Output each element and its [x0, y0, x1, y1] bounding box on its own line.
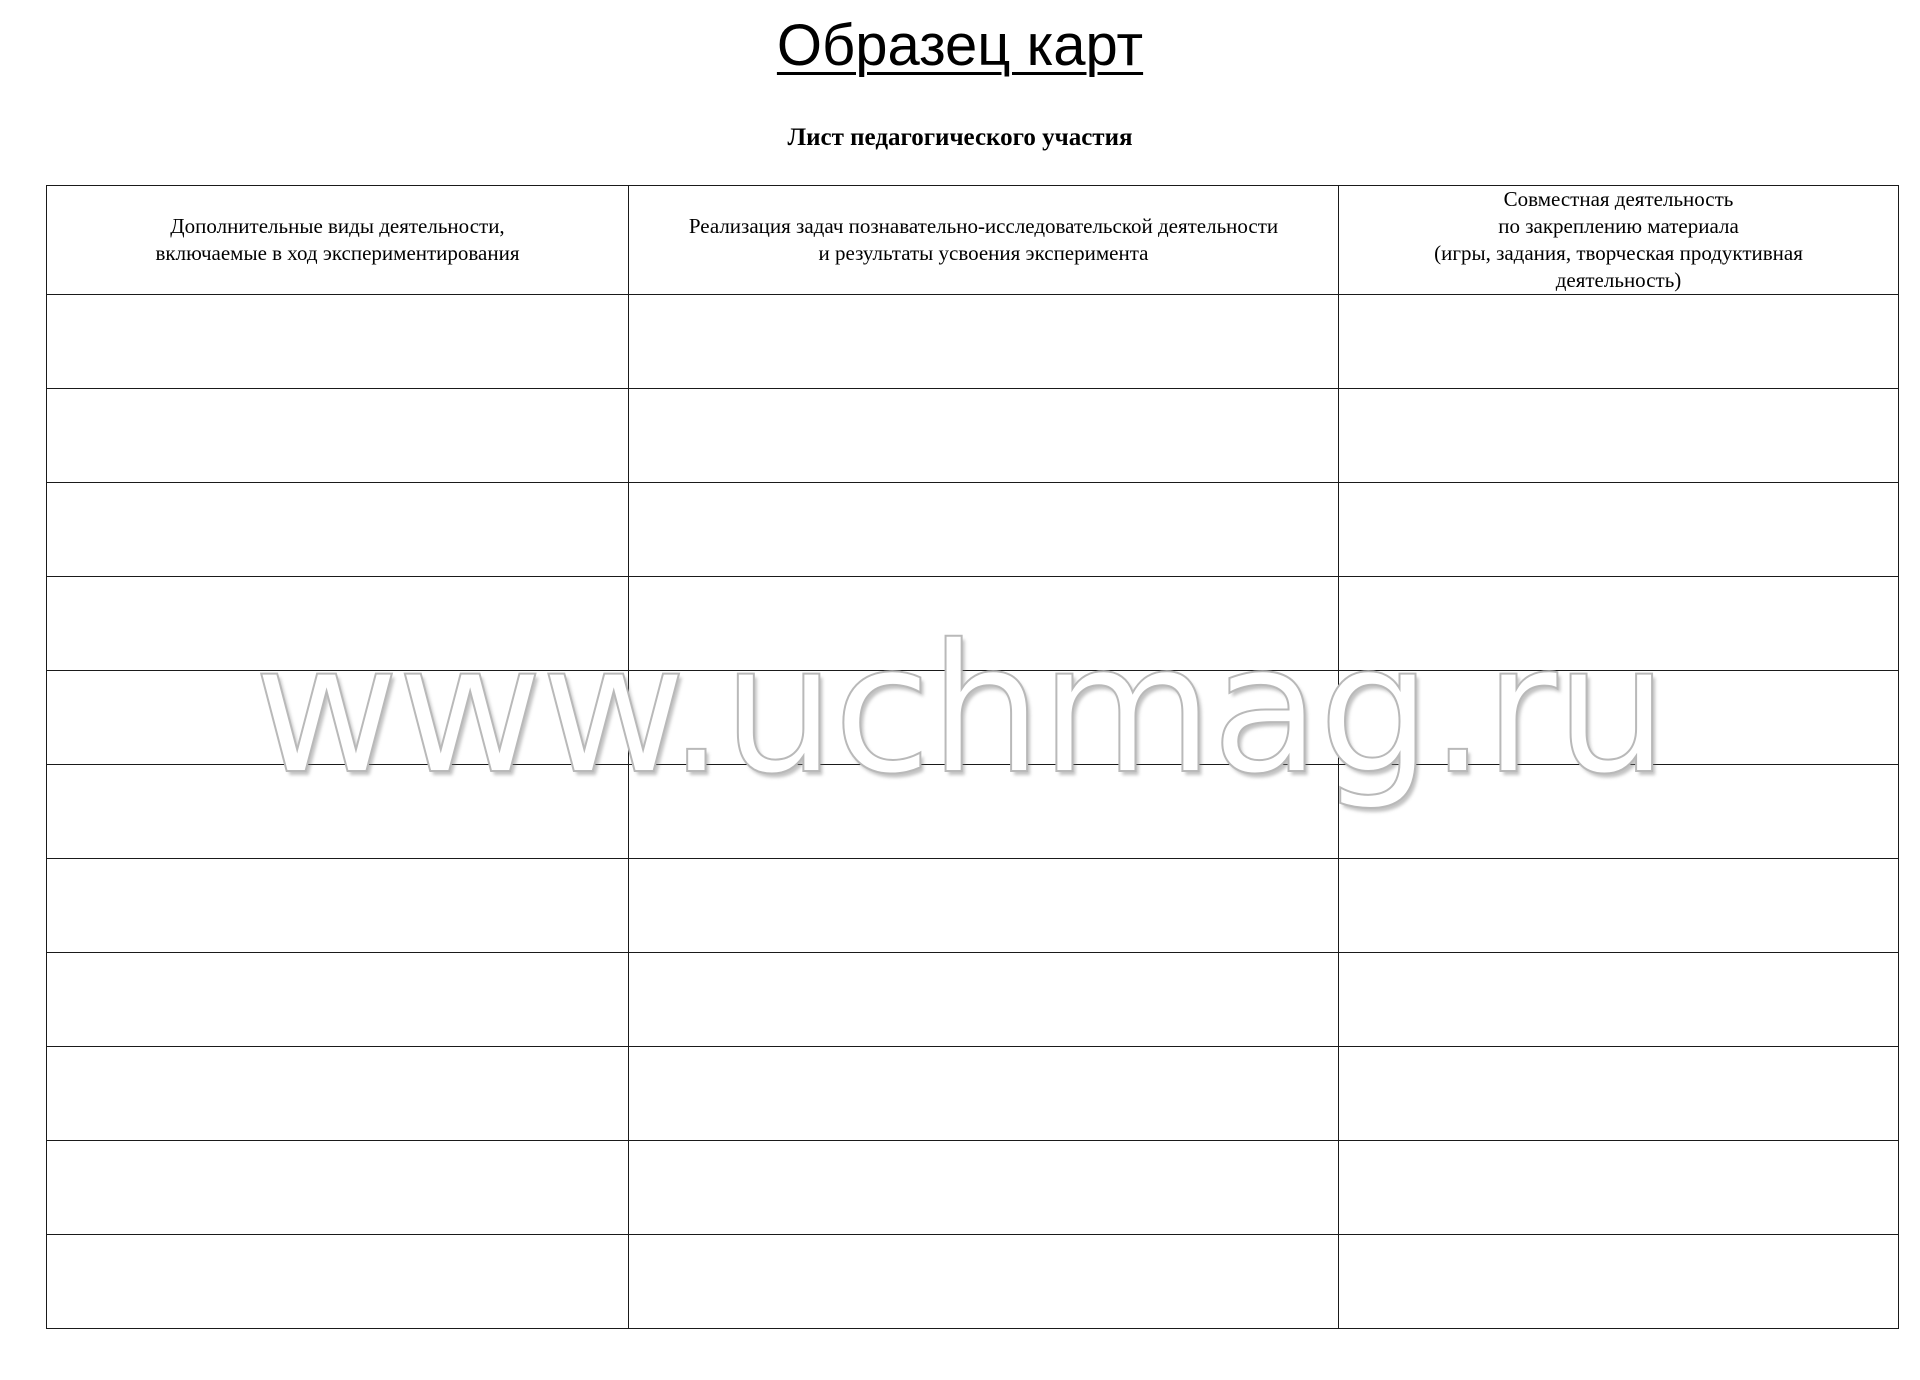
table-cell[interactable]	[1339, 953, 1899, 1047]
table-cell[interactable]	[629, 1235, 1339, 1329]
table-cell[interactable]	[629, 389, 1339, 483]
table-header-row	[47, 186, 1899, 295]
table-cell[interactable]	[1339, 1047, 1899, 1141]
table-cell[interactable]	[1339, 1235, 1899, 1329]
table-cell[interactable]	[1339, 389, 1899, 483]
table-cell[interactable]	[629, 953, 1339, 1047]
table-row	[47, 1235, 1899, 1329]
table-row	[47, 1047, 1899, 1141]
page-title	[0, 6, 1920, 86]
table-cell[interactable]	[47, 953, 629, 1047]
table-row	[47, 389, 1899, 483]
table-row	[47, 577, 1899, 671]
table-cell[interactable]	[629, 483, 1339, 577]
table-cell[interactable]	[1339, 765, 1899, 859]
table-cell[interactable]	[47, 671, 629, 765]
table-cell[interactable]	[47, 483, 629, 577]
table-row	[47, 483, 1899, 577]
column-header-joint-activity: Совместная деятельность по закреплению материала (игры, задания, творческая продуктивная деятельность)	[1339, 186, 1899, 295]
table-cell[interactable]	[47, 859, 629, 953]
table-row	[47, 1141, 1899, 1235]
table-row	[47, 953, 1899, 1047]
table-cell[interactable]	[629, 859, 1339, 953]
table-cell[interactable]	[629, 671, 1339, 765]
table-row	[47, 671, 1899, 765]
table-cell[interactable]	[47, 295, 629, 389]
table-row	[47, 859, 1899, 953]
table-cell[interactable]	[47, 389, 629, 483]
table-cell[interactable]	[629, 577, 1339, 671]
table-cell[interactable]	[1339, 859, 1899, 953]
table-cell[interactable]	[47, 1235, 629, 1329]
sheet-subtitle: Лист педагогического участия	[787, 124, 1133, 151]
table-cell[interactable]	[47, 765, 629, 859]
table-cell[interactable]	[629, 765, 1339, 859]
table-cell[interactable]	[47, 577, 629, 671]
table-row	[47, 295, 1899, 389]
table-cell[interactable]	[629, 1047, 1339, 1141]
table-body	[47, 295, 1899, 1329]
column-header-additional-activities: Дополнительные виды деятельности, включаемые в ход экспериментирования	[47, 186, 629, 295]
column-header-task-implementation: Реализация задач познавательно-исследовательской деятельности и результаты усвоения эксперимента	[629, 186, 1339, 295]
table-cell[interactable]	[629, 295, 1339, 389]
table-cell[interactable]	[1339, 671, 1899, 765]
table-row	[47, 765, 1899, 859]
table-cell[interactable]	[47, 1047, 629, 1141]
table-cell[interactable]	[1339, 483, 1899, 577]
participation-table	[46, 185, 1899, 1329]
table-cell[interactable]	[629, 1141, 1339, 1235]
watermark: www.uchmag.ru	[253, 606, 1667, 813]
page-title-text: Образец карт	[776, 13, 1144, 78]
table-cell[interactable]	[1339, 295, 1899, 389]
table-cell[interactable]	[1339, 577, 1899, 671]
table-cell[interactable]	[1339, 1141, 1899, 1235]
table-cell[interactable]	[47, 1141, 629, 1235]
